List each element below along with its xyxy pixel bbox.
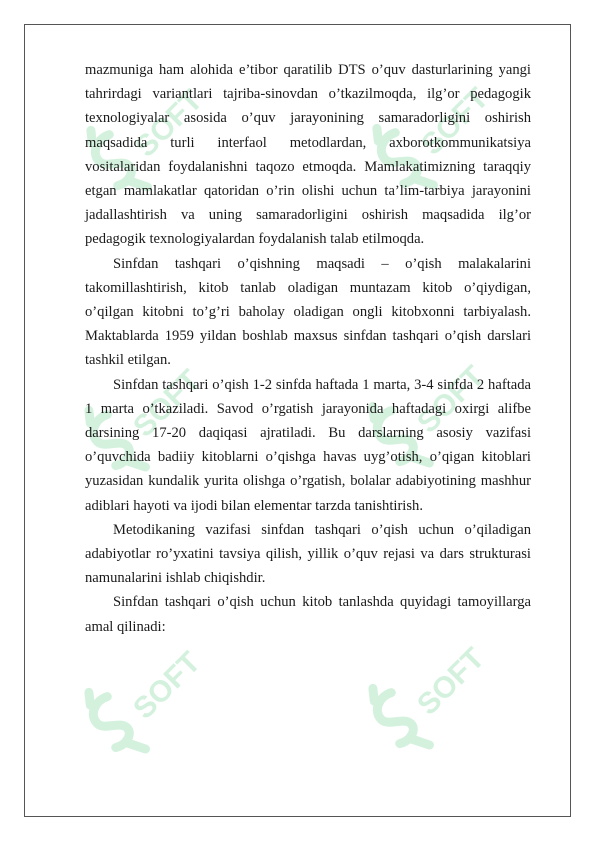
svg-text:SOFT: SOFT [411,641,491,722]
document-body [85,58,531,639]
paragraph-methodology-task: Metodikaning vazifasi sinfdan tashqari o’qish uchun o’qiladigan adabiyotlar ro’yxatini tavsiya qilish, yillik o’quv rejasi va dars strukturasi namunalarini ishlab chiqishdir. [85,521,531,587]
svg-text:SOFT: SOFT [127,363,207,444]
paragraph-book-selection-principles: Sinfdan tashqari o’qish uchun kitob tanlashda quyidagi tamoyillarga amal qilinadi: [85,594,531,635]
svg-text:SOFT: SOFT [127,645,207,726]
svg-text:SOFT: SOFT [411,359,491,440]
paragraph-reading-schedule: Sinfdan tashqari o’qish 1-2 sinfda haftada 1 marta, 3-4 sinfda 2 haftada 1 marta o’tkaziladi. Savod o’rgatish jarayonida haftadagi oxirgi alifbe darsining 17-20 daqiqasi ajratiladi. Bu darslarning asosiy vazifasi o’quvchida badiiy kitoblarni o’qishga havas uyg’otish, o’qigan kitoblari yuzasidan kundalik yurita olishga o’rgatish, bolalar adabiyotining mashhur adiblari hayoti va ijodi bilan elementar tarzda tanishtirish. [85,376,531,514]
svg-text:SOFT: SOFT [415,81,495,162]
paragraph-continuation: mazmuniga ham alohida e’tibor qaratilib DTS o’quv dasturlarining yangi tahrirdagi variantlari tajriba-sinovdan o’tkazilmoqda, ilg’or pedagogik texnologiyalar asosida o’quv jarayonining samaradorligini oshirish maqsadida turli interfaol metodlardan, axborotkommunikatsiya vositalaridan foydalanishni taqozo etmoqda. Mamlakatimizning taraqqiy etgan mamlakatlar qatoridan o’rin olishi uchun ta’lim-tarbiya jarayonini jadallashtirish va uning samaradorligini oshirish maqsadida ilg’or pedagogik texnologiyalardan foydalanish talab etilmoqda. [85,62,531,248]
paragraph-extracurricular-reading-goal: Sinfdan tashqari o’qishning maqsadi – o’qish malakalarini takomillashtirish, kitob tanlab oladigan muntazam kitob o’qiydigan, o’qilgan kitobni to’g’ri baholay oladigan ongli kitobxonni tarbiyalash. Maktablarda 1959 yildan boshlab maxsus sinfdan tashqari o’qish darslari tashkil etilgan. [85,255,531,369]
svg-text:SOFT: SOFT [129,83,209,164]
